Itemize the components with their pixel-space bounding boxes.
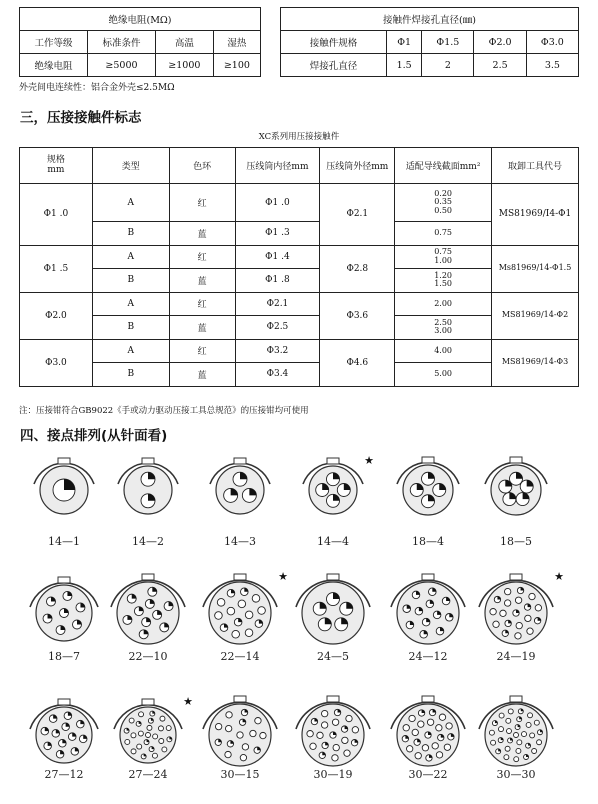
contact-pin: [415, 753, 421, 759]
contact-pin: [504, 755, 509, 760]
crimp-tool-note: 注：压接钳符合GB9022《手或动力驱动压接工具总规范》的压接钳均可使用: [19, 406, 309, 416]
contact-pin: [522, 732, 527, 737]
insulation-value-cell: 绝缘电阻: [20, 54, 88, 77]
connector-key-tab: [142, 458, 154, 464]
connector-diagram: [303, 454, 374, 548]
section-cell: 1.20 1.50: [395, 269, 492, 293]
contact-pin: [525, 615, 531, 621]
header-spec: 规格 mm: [20, 148, 93, 184]
inner-cell: Φ2.5: [235, 316, 320, 340]
connector-diagram: [296, 696, 370, 781]
solder-hole-diameter-table: [280, 7, 579, 77]
inner-cell: Φ1 .0: [235, 184, 320, 222]
contact-pin: [493, 621, 499, 627]
contact-pin: [517, 740, 522, 745]
contact-pin: [152, 753, 157, 758]
connector-face: [397, 582, 459, 644]
connector-diagram: [34, 458, 94, 548]
crimp-contact-table: [19, 147, 579, 387]
contact-pin: [514, 757, 519, 762]
contact-pin: [237, 732, 243, 738]
contact-pin: [158, 726, 163, 731]
spec-cell: Φ2.0: [20, 292, 93, 339]
section-cell: 2.00: [395, 292, 492, 316]
contact-pin: [245, 629, 253, 637]
color-cell: 蓝: [169, 316, 235, 340]
inner-cell: Φ3.4: [235, 363, 320, 387]
contact-pin: [125, 739, 130, 744]
connector-key-tab: [58, 577, 70, 583]
inner-cell: Φ2.1: [235, 292, 320, 316]
contact-pin: [504, 600, 510, 606]
outer-cell: Φ4.6: [320, 339, 395, 386]
header-tool-code: 取卸工具代号: [492, 148, 579, 184]
contact-pin: [500, 610, 506, 616]
insulation-header-cell: 标准条件: [88, 31, 156, 54]
insulation-value-cell: ≥100: [213, 54, 260, 77]
outer-cell: Φ2.8: [320, 245, 395, 292]
tool-cell: MS81969/14-Φ3: [492, 339, 579, 386]
connector-key-tab: [234, 458, 246, 464]
contact-pin: [159, 738, 164, 743]
inner-cell: Φ1 .4: [235, 245, 320, 269]
recommended-star-icon: ★: [183, 695, 193, 708]
connector-key-tab: [327, 574, 339, 580]
connector-label: 24—12: [408, 650, 448, 663]
connector-key-tab: [142, 699, 154, 705]
contact-pin: [346, 715, 352, 721]
contact-pin: [409, 715, 415, 721]
diameter-header-cell: Φ1.5: [422, 31, 474, 54]
contact-pin: [506, 729, 511, 734]
contact-pin: [321, 710, 327, 716]
contact-pin: [508, 709, 513, 714]
main-table-caption: XC系列用压接接触件: [258, 132, 340, 142]
connector-label: 18—4: [412, 535, 444, 548]
contact-pin: [250, 730, 256, 736]
color-cell: 红: [169, 184, 235, 222]
connector-face: [302, 582, 364, 644]
section-cell: 2.50 3.00: [395, 316, 492, 340]
diameter-value-cell: 2: [422, 54, 474, 77]
contact-pin: [307, 730, 313, 736]
connector-label: 14—3: [224, 535, 256, 548]
connector-label: 30—15: [220, 768, 260, 781]
connector-diagram: [479, 570, 564, 663]
contact-pin: [258, 607, 266, 615]
color-cell: 红: [169, 339, 235, 363]
insulation-table-title: 绝缘电阻(MΩ): [20, 8, 261, 31]
recommended-star-icon: ★: [364, 454, 374, 467]
contact-pin: [504, 588, 510, 594]
insulation-header-cell: 湿热: [213, 31, 260, 54]
contact-pin: [245, 611, 253, 619]
contact-pin: [146, 733, 151, 738]
contact-pin: [444, 744, 450, 750]
connector-label: 22—10: [128, 650, 168, 663]
contact-pin: [446, 723, 452, 729]
contact-pin: [333, 744, 339, 750]
tool-cell: MS81969/Ⅰ4-Φ1: [492, 184, 579, 246]
tool-cell: MS81969/14-Φ2: [492, 292, 579, 339]
color-cell: 红: [169, 245, 235, 269]
connector-key-tab: [422, 457, 434, 463]
contact-pin: [147, 725, 152, 730]
contact-pin: [321, 722, 327, 728]
type-cell: A: [92, 245, 169, 269]
contact-pin: [418, 721, 424, 727]
connector-key-tab: [510, 574, 522, 580]
contact-pin: [439, 714, 445, 720]
outer-cell: Φ2.1: [320, 184, 395, 246]
contact-pin: [506, 718, 511, 723]
header-wire-section: 适配导线截面mm²: [395, 148, 492, 184]
connector-diagram: [296, 574, 370, 663]
connector-key-tab: [142, 574, 154, 580]
connector-label: 27—12: [44, 768, 84, 781]
header-inner-diameter: 压线筒内径mm: [235, 148, 320, 184]
connector-key-tab: [510, 457, 522, 463]
contact-pin: [252, 595, 260, 603]
color-cell: 蓝: [169, 222, 235, 246]
insulation-value-cell: ≥5000: [88, 54, 156, 77]
contact-pin: [422, 745, 428, 751]
connector-key-tab: [422, 696, 434, 702]
type-cell: A: [92, 339, 169, 363]
contact-pin: [491, 740, 496, 745]
contact-pin: [527, 628, 533, 634]
connector-diagram: [30, 577, 98, 663]
color-cell: 红: [169, 292, 235, 316]
contact-pin: [498, 727, 503, 732]
diameter-header-cell: Φ2.0: [474, 31, 526, 54]
type-cell: A: [92, 184, 169, 222]
spec-cell: Φ3.0: [20, 339, 93, 386]
contact-pin: [516, 622, 522, 628]
contact-pin: [232, 630, 240, 638]
diameter-header-cell: Φ3.0: [526, 31, 578, 54]
section-4-heading: 四、接点排列(从针面看): [20, 428, 168, 444]
type-cell: B: [92, 269, 169, 293]
diameter-value-cell: 2.5: [474, 54, 526, 77]
diameter-value-cell: 1.5: [387, 54, 422, 77]
connector-layout-diagrams: [0, 438, 598, 804]
connector-label: 14—2: [132, 535, 164, 548]
contact-pin: [242, 744, 248, 750]
diameter-header-cell: 接触件规格: [281, 31, 387, 54]
connector-label: 27—24: [128, 768, 168, 781]
contact-pin: [162, 747, 167, 752]
recommended-star-icon: ★: [554, 570, 564, 583]
connector-label: 30—30: [496, 768, 536, 781]
contact-pin: [432, 743, 438, 749]
contact-pin: [436, 752, 442, 758]
connector-diagram: [114, 695, 193, 781]
color-cell: 蓝: [169, 363, 235, 387]
inner-cell: Φ1 .8: [235, 269, 320, 293]
insulation-resistance-table: [19, 7, 261, 77]
connector-label: 24—5: [317, 650, 349, 663]
contact-pin: [535, 605, 541, 611]
contact-pin: [317, 732, 323, 738]
contact-pin: [529, 593, 535, 599]
contact-pin: [342, 737, 348, 743]
connector-label: 18—7: [48, 650, 80, 663]
connector-diagram: [391, 696, 465, 781]
connector-key-tab: [58, 699, 70, 705]
tool-cell: Ms81969/14-Φ1.5: [492, 245, 579, 292]
contact-pin: [129, 718, 134, 723]
contact-pin: [490, 608, 496, 614]
header-color-ring: 色环: [169, 148, 235, 184]
connector-key-tab: [234, 696, 246, 702]
contact-pin: [532, 749, 537, 754]
type-cell: A: [92, 292, 169, 316]
section-cell: 0.75: [395, 222, 492, 246]
contact-pin: [226, 712, 232, 718]
type-cell: B: [92, 363, 169, 387]
section-cell: 0.75 1.00: [395, 245, 492, 269]
recommended-star-icon: ★: [278, 570, 288, 583]
contact-pin: [412, 729, 418, 735]
connector-diagram: [479, 696, 553, 781]
connector-label: 30—22: [408, 768, 448, 781]
connector-key-tab: [58, 458, 70, 464]
type-cell: B: [92, 316, 169, 340]
contact-pin: [515, 633, 521, 639]
contact-pin: [131, 733, 136, 738]
diameter-value-cell: 焊接孔直径: [281, 54, 387, 77]
contact-pin: [526, 722, 531, 727]
connector-diagram: [118, 458, 178, 548]
diameter-value-cell: 3.5: [526, 54, 578, 77]
spec-cell: Φ1 .0: [20, 184, 93, 246]
header-outer-diameter: 压线筒外径mm: [320, 148, 395, 184]
section-cell: 5.00: [395, 363, 492, 387]
type-cell: B: [92, 222, 169, 246]
contact-pin: [227, 607, 235, 615]
connector-key-tab: [422, 574, 434, 580]
contact-pin: [215, 723, 221, 729]
connector-label: 30—19: [313, 768, 353, 781]
section-cell: 4.00: [395, 339, 492, 363]
contact-pin: [515, 597, 521, 603]
connector-key-tab: [234, 574, 246, 580]
connector-diagram: [203, 570, 288, 663]
connector-key-tab: [327, 458, 339, 464]
contact-pin: [514, 733, 519, 738]
insulation-header-cell: 高温: [156, 31, 214, 54]
contact-pin: [534, 720, 539, 725]
contact-pin: [240, 754, 246, 760]
contact-pin: [427, 719, 433, 725]
insulation-value-cell: ≥1000: [156, 54, 214, 77]
connector-diagram: [397, 457, 459, 548]
outer-cell: Φ3.6: [320, 292, 395, 339]
contact-pin: [160, 716, 165, 721]
connector-diagram: [210, 458, 270, 548]
section-cell: 0.20 0.35 0.50: [395, 184, 492, 222]
connector-label: 18—5: [500, 535, 532, 548]
contact-pin: [310, 743, 316, 749]
connector-label: 22—14: [220, 650, 260, 663]
connector-diagram: [391, 574, 465, 663]
contact-pin: [489, 730, 494, 735]
diameter-header-cell: Φ1: [387, 31, 422, 54]
connector-key-tab: [510, 696, 522, 702]
contact-pin: [352, 727, 358, 733]
inner-cell: Φ1 .3: [235, 222, 320, 246]
contact-pin: [215, 612, 223, 620]
contact-pin: [505, 746, 510, 751]
spec-cell: Φ1 .5: [20, 245, 93, 292]
contact-pin: [344, 750, 350, 756]
inner-cell: Φ3.2: [235, 339, 320, 363]
contact-pin: [530, 733, 535, 738]
contact-pin: [138, 731, 143, 736]
contact-pin: [131, 749, 136, 754]
contact-pin: [499, 713, 504, 718]
contact-pin: [332, 755, 338, 761]
connector-label: 24—19: [496, 650, 536, 663]
connector-label: 14—4: [317, 535, 349, 548]
contact-pin: [225, 725, 231, 731]
contact-pin: [137, 744, 142, 749]
header-type: 类型: [92, 148, 169, 184]
contact-pin: [516, 748, 521, 753]
contact-pin: [166, 726, 171, 731]
shell-continuity-note: 外壳间电连续性：铝合金外壳≤2.5MΩ: [19, 83, 175, 93]
color-cell: 蓝: [169, 269, 235, 293]
connector-diagram: [485, 457, 547, 548]
contact-pin: [528, 713, 533, 718]
contact-pin: [153, 734, 158, 739]
connector-label: 14—1: [48, 535, 80, 548]
diameter-table-title: 接触件焊接孔直径(㎜): [281, 8, 579, 31]
contact-pin: [260, 732, 266, 738]
section-3-heading: 三，压接接触件标志: [20, 110, 142, 126]
contact-pin: [255, 718, 261, 724]
connector-diagram: [30, 699, 98, 781]
connector-diagram: [203, 696, 277, 781]
contact-pin: [403, 725, 409, 731]
contact-pin: [238, 600, 246, 608]
insulation-header-cell: 工作等级: [20, 31, 88, 54]
connector-diagram: [111, 574, 185, 663]
contact-pin: [217, 599, 225, 607]
contact-pin: [225, 751, 231, 757]
contact-pin: [332, 719, 338, 725]
contact-pin: [537, 740, 542, 745]
contact-pin: [436, 725, 442, 731]
contact-pin: [139, 712, 144, 717]
connector-key-tab: [327, 696, 339, 702]
contact-pin: [406, 746, 412, 752]
